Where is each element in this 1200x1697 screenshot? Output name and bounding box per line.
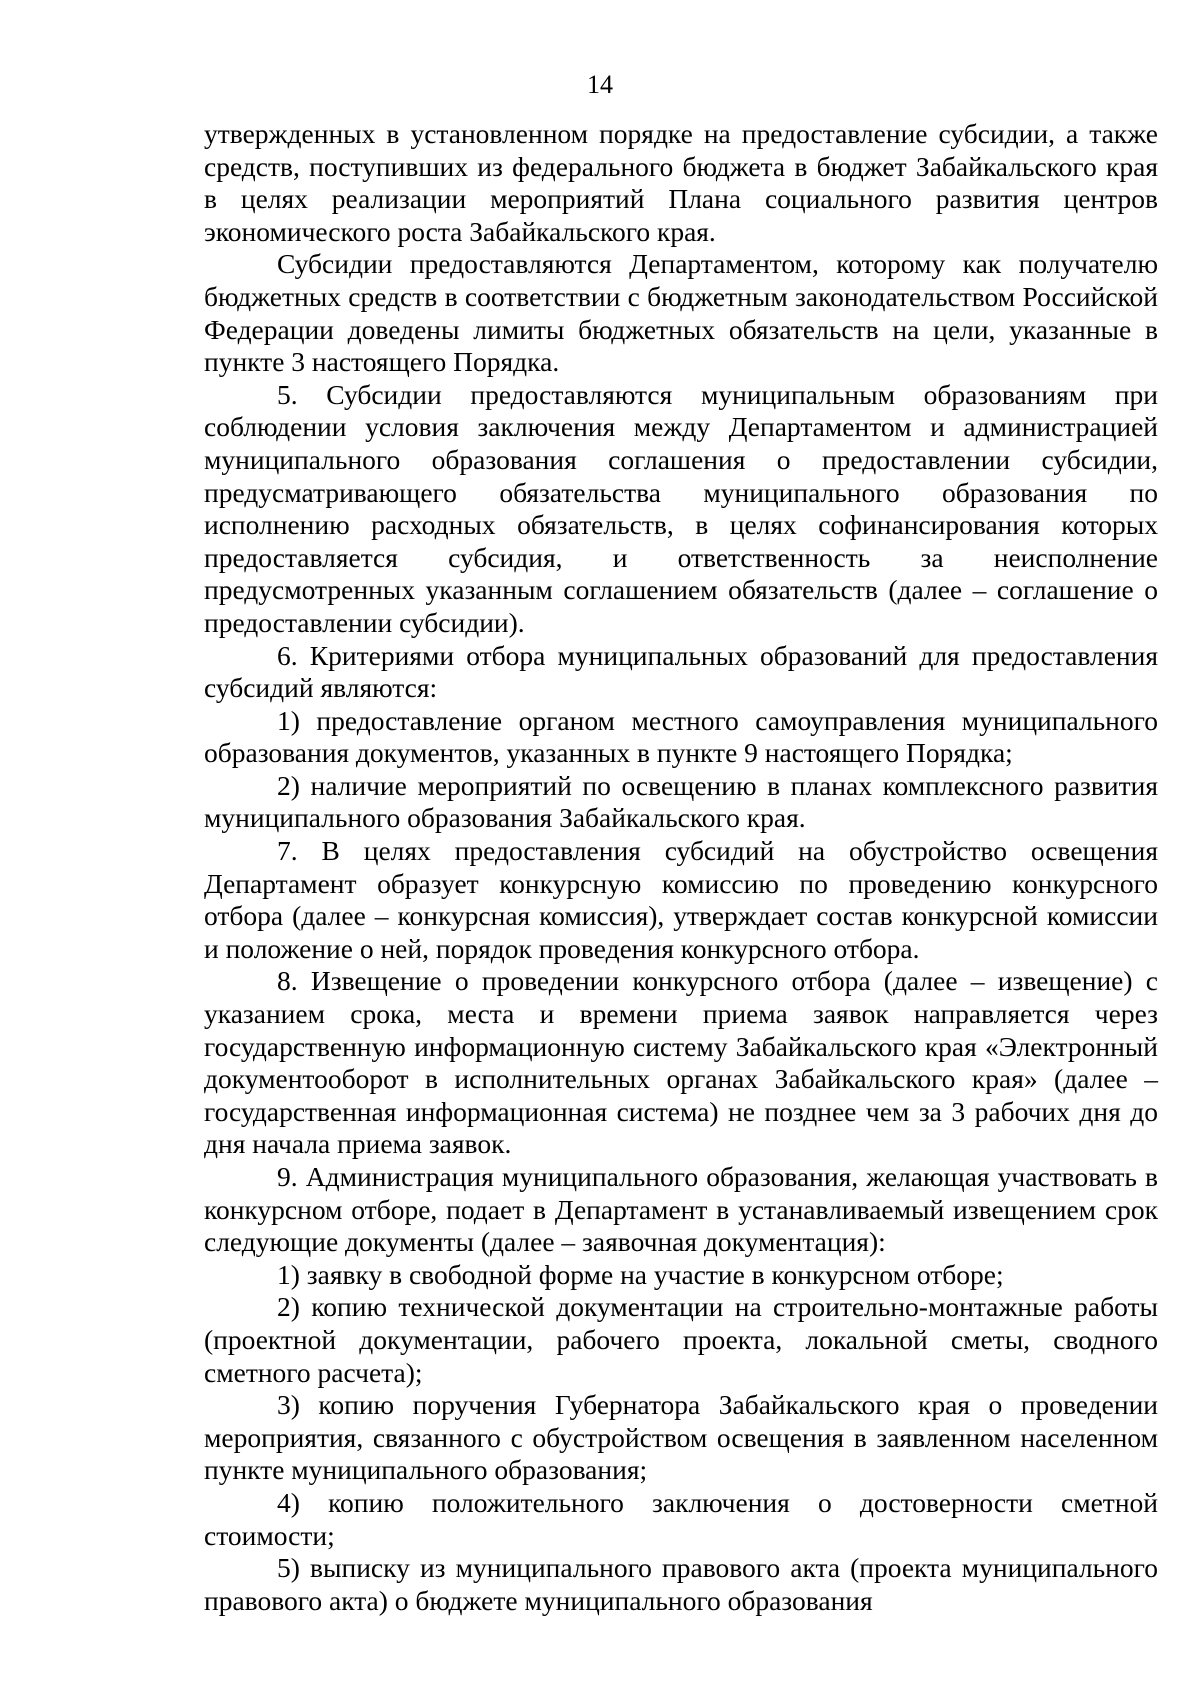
paragraph-item-9-5: 5) выписку из муниципального правового акта (проекта муниципального правового акта) о бюджете муниципального образования bbox=[204, 1552, 1158, 1616]
paragraph-item-6: 6. Критериями отбора муниципальных образований для предоставления субсидий являются: bbox=[204, 639, 1158, 704]
paragraph-item-9-2: 2) копию технической документации на строительно-монтажные работы (проектной документации, рабочего проекта, локальной сметы, сводного сметного расчета); bbox=[204, 1291, 1158, 1388]
paragraph-item-6-2: 2) наличие мероприятий по освещению в планах комплексного развития муниципального образования Забайкальского края. bbox=[204, 769, 1158, 834]
paragraph-item-9-3: 3) копию поручения Губернатора Забайкальского края о проведении мероприятия, связанного с обустройством освещения в заявленном населенном пункте муниципального образования; bbox=[204, 1389, 1158, 1486]
paragraph-continuation: утвержденных в установленном порядке на предоставление субсидии, а также средств, поступивших из федерального бюджета в бюджет Забайкальского края в целях реализации мероприятий Плана социального развития центров экономического роста Забайкальского края. bbox=[204, 118, 1158, 247]
paragraph-item-9-4: 4) копию положительного заключения о достоверности сметной стоимости; bbox=[204, 1486, 1158, 1551]
paragraph-item-7: 7. В целях предоставления субсидий на обустройство освещения Департамент образует конкурсную комиссию по проведению конкурсного отбора (далее – конкурсная комиссия), утверждает состав конкурсной комиссии и положение о ней, порядок проведения конкурсного отбора. bbox=[204, 835, 1158, 964]
paragraph-item-8: 8. Извещение о проведении конкурсного отбора (далее – извещение) с указанием срока, места и времени приема заявок направляется через государственную информационную систему Забайкальского края «Электронный документооборот в исполнительных органах Забайкальского края» (далее – государственная информационная система) не позднее чем за 3 рабочих дня до дня начала приема заявок. bbox=[204, 965, 1158, 1160]
paragraph-item-6-1: 1) предоставление органом местного самоуправления муниципального образования документов, указанных в пункте 9 настоящего Порядка; bbox=[204, 704, 1158, 769]
page-number: 14 bbox=[587, 70, 613, 99]
paragraph-subsidy-provider: Субсидии предоставляются Департаментом, которому как получателю бюджетных средств в соответствии с бюджетным законодательством Российской Федерации доведены лимиты бюджетных обязательств на цели, указанные в пункте 3 настоящего Порядка. bbox=[204, 248, 1158, 378]
paragraph-item-9: 9. Администрация муниципального образования, желающая участвовать в конкурсном отборе, подает в Департамент в устанавливаемый извещением срок следующие документы (далее – заявочная документация): bbox=[204, 1161, 1158, 1258]
document-body bbox=[204, 118, 1158, 1617]
paragraph-item-5: 5. Субсидии предоставляются муниципальным образованиям при соблюдении условия заключения между Департаментом и администрацией муниципального образования соглашения о предоставлении субсидии, предусматривающего обязательства муниципального образования по исполнению расходных обязательств, в целях софинансирования которых предоставляется субсидия, и ответственность за неисполнение предусмотренных указанным соглашением обязательств (далее – соглашение о предоставлении субсидии). bbox=[204, 378, 1158, 638]
paragraph-item-9-1: 1) заявку в свободной форме на участие в конкурсном отборе; bbox=[277, 1258, 1004, 1290]
